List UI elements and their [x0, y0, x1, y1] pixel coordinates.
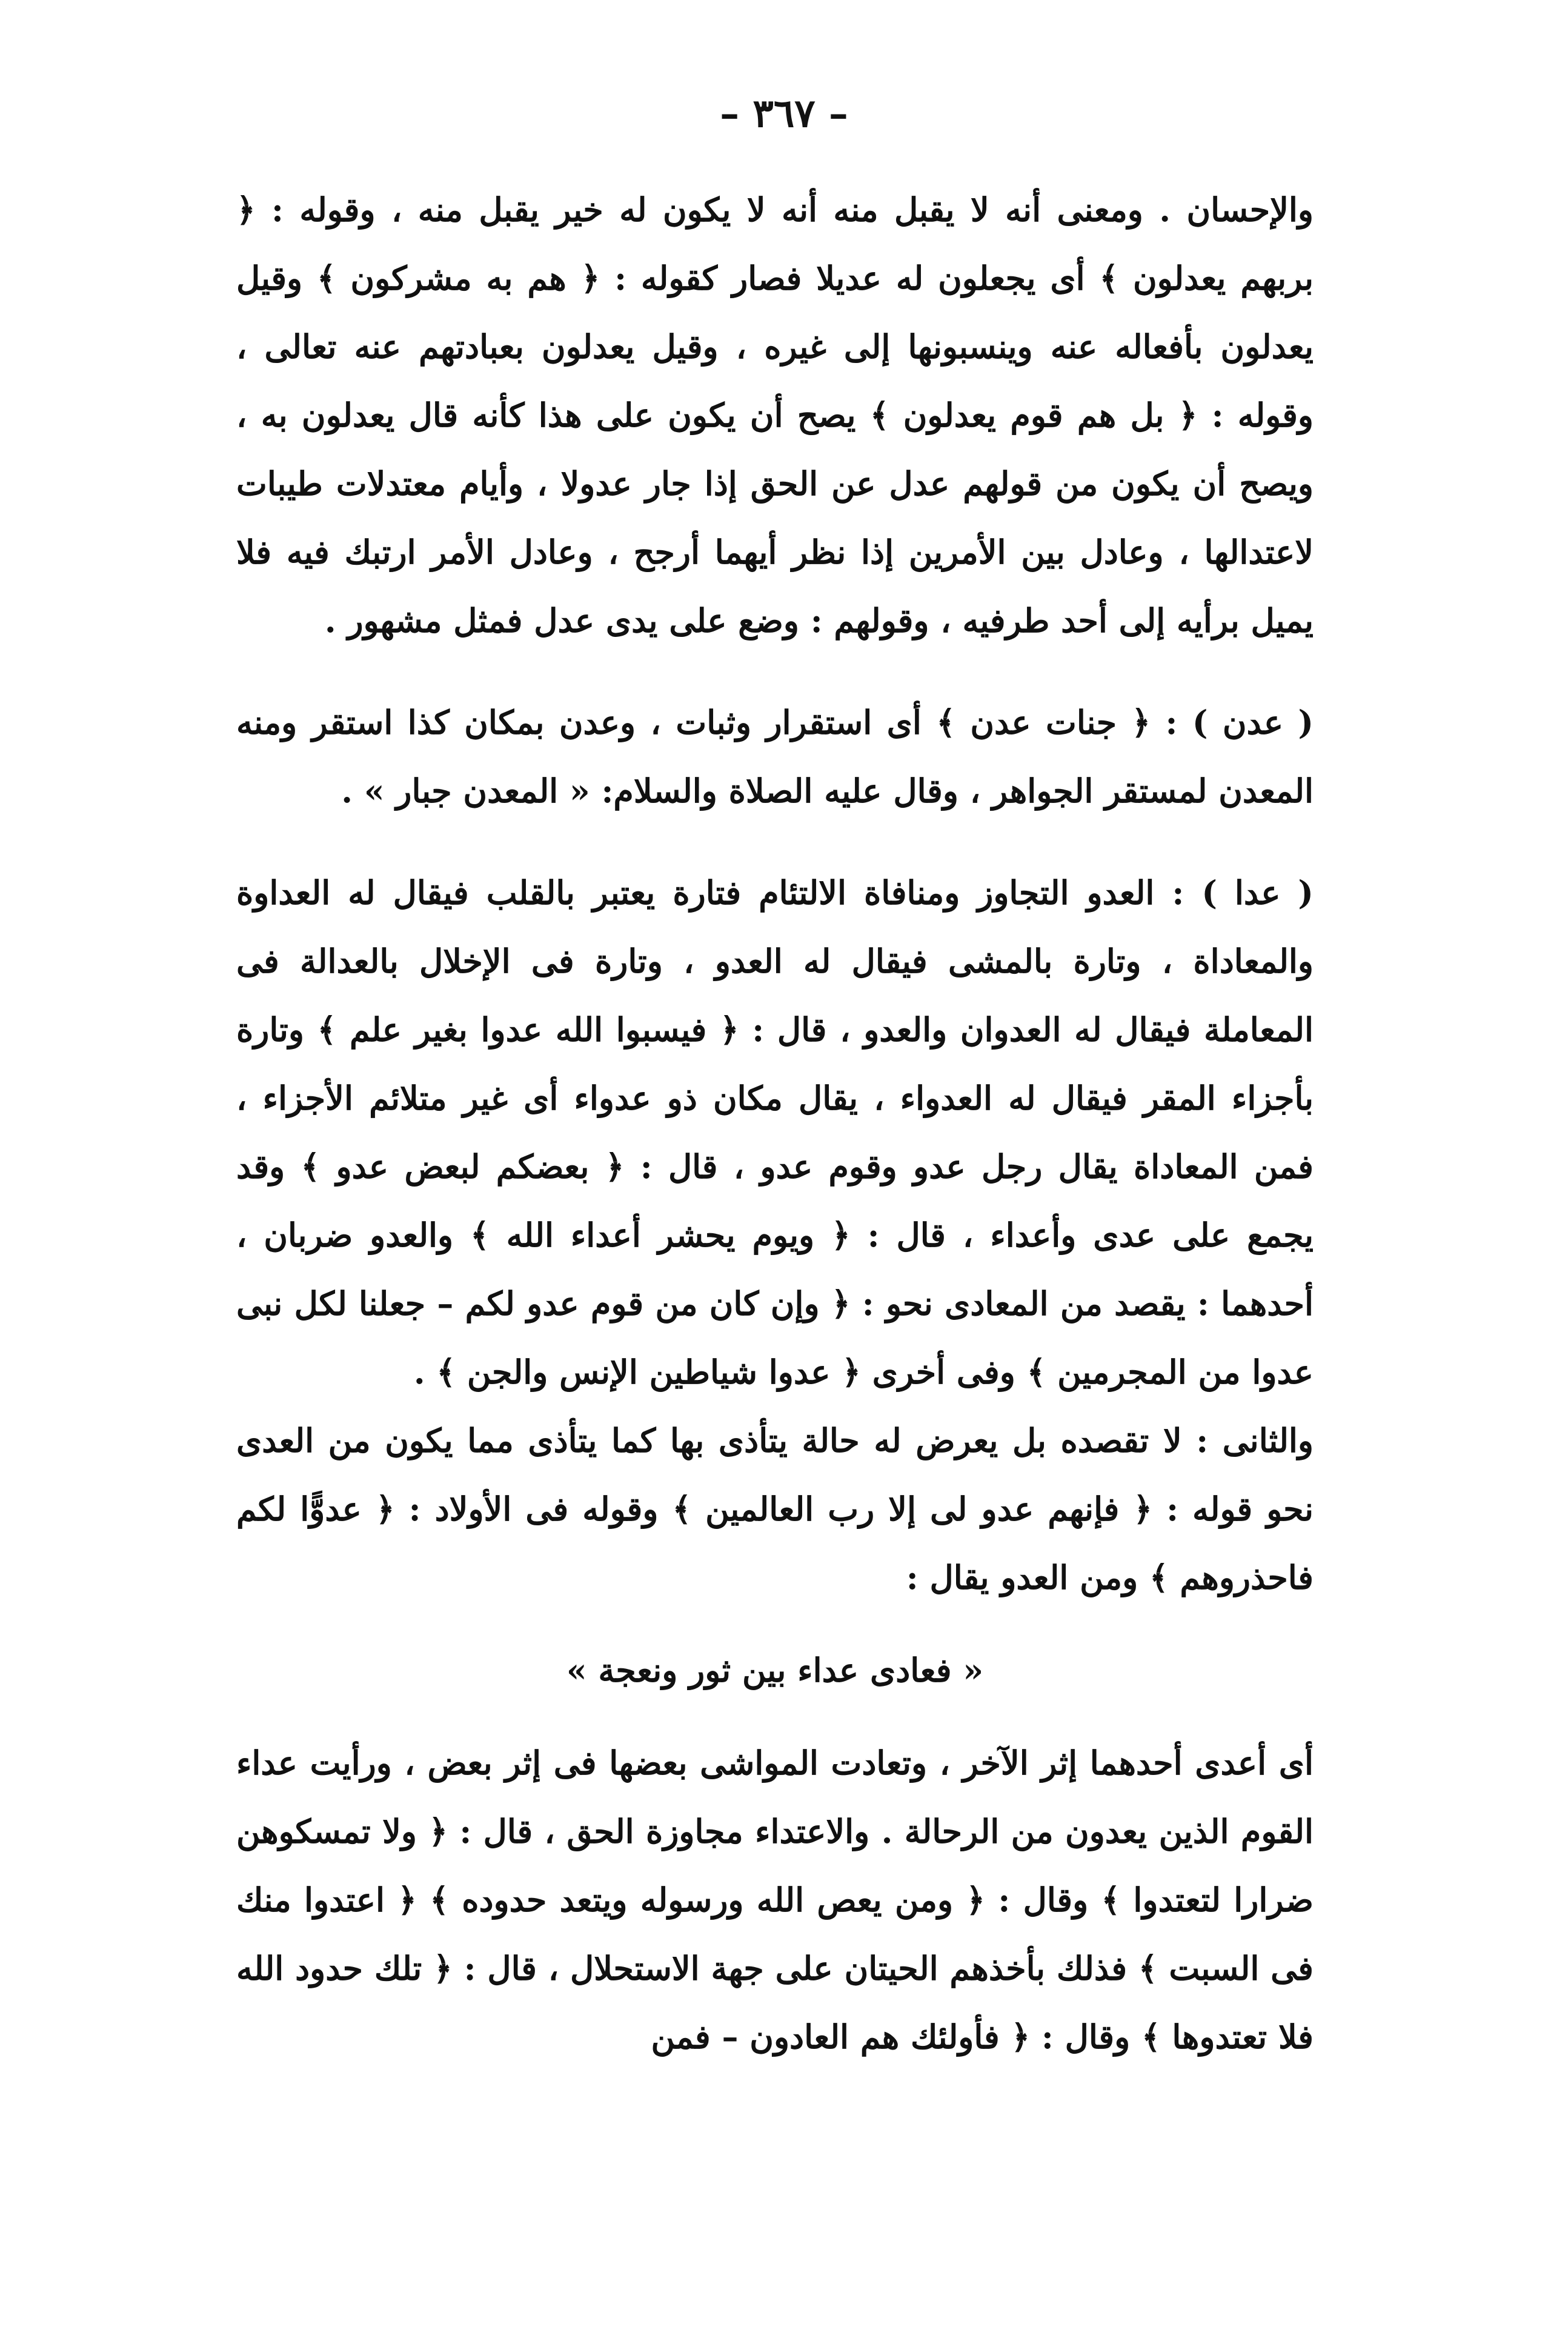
- paragraph-second-kind: والثانى : لا تقصده بل يعرض له حالة يتأذى بها كما يتأذى مما يكون من العدى نحو قوله : ﴿ فإنهم عدو لى إلا رب العالمين ﴾ وقوله فى الأولاد : ﴿ عدوًّا لكم فاحذروهم ﴾ ومن العدو يقال :: [236, 1421, 1314, 1597]
- paragraph-itida: أى أعدى أحدهما إثر الآخر ، وتعادت المواشى بعضها فى إثر بعض ، ورأيت عداء القوم الذين يعدون من الرحالة . والاعتداء مجاوزة الحق ، قال : ﴿ ولا تمسكوهن ضرارا لتعتدوا ﴾ وقال : ﴿ ومن يعص الله ورسوله ويتعد حدوده ﴾ ﴿ اعتدوا منك فى السبت ﴾ فذلك بأخذهم الحيتان على جهة الاستحلال ، قال : ﴿ تلك حدود الله فلا تعتدوها ﴾ وقال : ﴿ فأولئك هم العادون – فمن: [236, 1743, 1314, 2056]
- entry-head-adn: ( عدن ): [1192, 703, 1314, 742]
- body-text: [236, 176, 1314, 2071]
- paragraph-adn: [236, 688, 1314, 825]
- paragraph-ada: [236, 859, 1314, 1407]
- entry-text-ada: : العدو التجاوز ومنافاة الالتئام فتارة يعتبر بالقلب فيقال له العداوة والمعاداة ، وتارة بالمشى فيقال له العدو ، وتارة فى الإخلال بالعدالة فى المعاملة فيقال له العدوان والعدو ، قال : ﴿ فيسبوا الله عدوا بغير علم ﴾ وتارة بأجزاء المقر فيقال له العدواء ، يقال مكان ذو عدواء أى غير متلائم الأجزاء ، فمن المعاداة يقال رجل عدو وقوم عدو ، قال : ﴿ بعضكم لبعض عدو ﴾ وقد يجمع على عدى وأعداء ، قال : ﴿ ويوم يحشر أعداء الله ﴾ والعدو ضربان ، أحدهما : يقصد من المعادى نحو : ﴿ وإن كان من قوم عدو لكم – جعلنا لكل نبى عدوا من المجرمين ﴾ وفى أخرى ﴿ عدوا شياطين الإنس والجن ﴾ .: [236, 873, 1314, 1391]
- paragraph-adl-continued: والإحسان . ومعنى أنه لا يقبل منه أنه لا يكون له خير يقبل منه ، وقوله : ﴿ بربهم يعدلون ﴾ أى يجعلون له عديلا فصار كقوله : ﴿ هم به مشركون ﴾ وقيل يعدلون بأفعاله عنه وينسبونها إلى غيره ، وقيل يعدلون بعبادتهم عنه تعالى ، وقوله : ﴿ بل هم قوم يعدلون ﴾ يصح أن يكون على هذا كأنه قال يعدلون به ، ويصح أن يكون من قولهم عدل عن الحق إذا جار عدولا ، وأيام معتدلات طيبات لاعتدالها ، وعادل بين الأمرين إذا نظر أيهما أرجح ، وعادل الأمر ارتبك فيه فلا يميل برأيه إلى أحد طرفيه ، وقولهم : وضع على يدى عدل فمثل مشهور .: [236, 190, 1314, 640]
- page-number: – ٣٦٧ –: [720, 91, 848, 136]
- entry-text-adn: : ﴿ جنات عدن ﴾ أى استقرار وثبات ، وعدن بمكان كذا استقر ومنه المعدن لمستقر الجواهر ، وقال عليه الصلاة والسلام: « المعدن جبار » .: [236, 703, 1314, 810]
- entry-head-ada: ( عدا ): [1201, 873, 1314, 912]
- verse-line: « فعادى عداء بين ثور ونعجة »: [566, 1651, 984, 1690]
